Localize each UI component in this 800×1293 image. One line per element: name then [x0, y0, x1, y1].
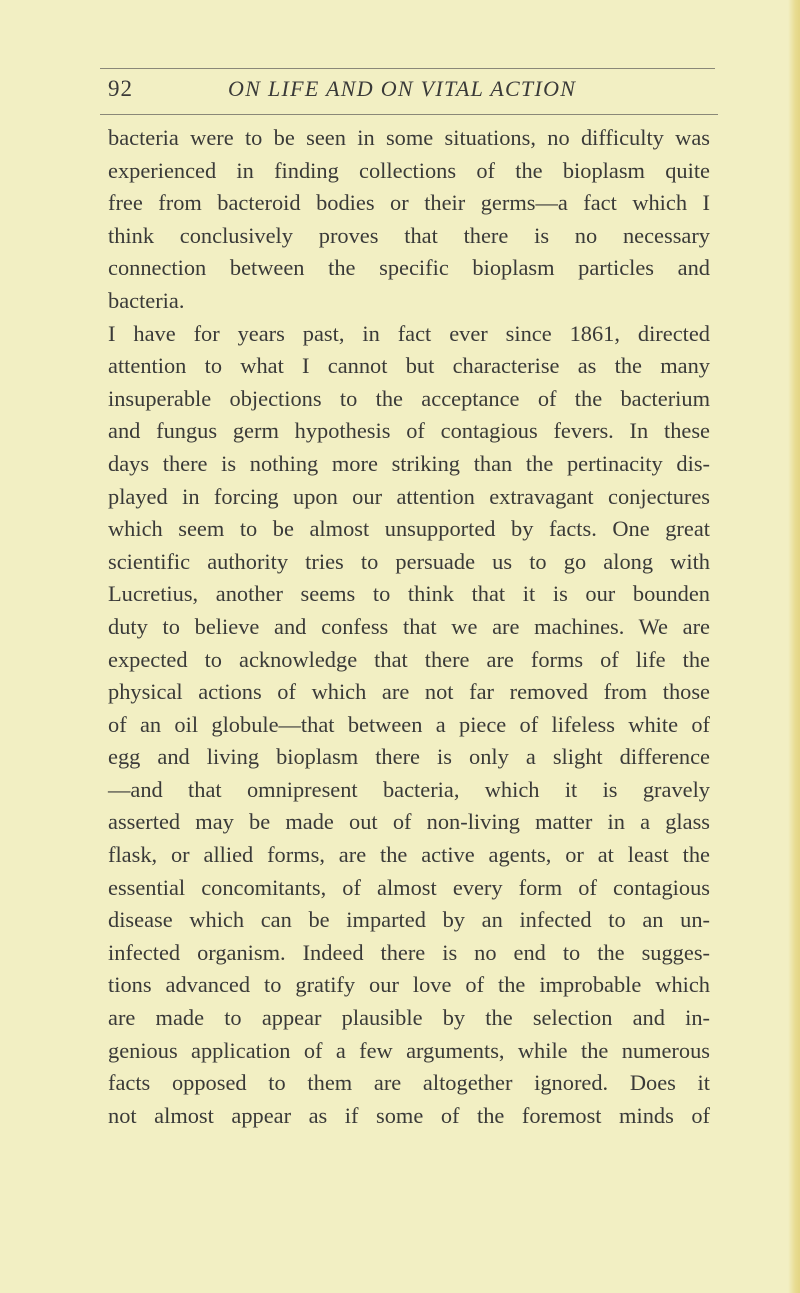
text-line: egg and living bioplasm there is only a slight difference	[108, 744, 710, 770]
text-line: essential concomitants, of almost every form of contagious	[108, 874, 710, 900]
text-line: scientific authority tries to persuade us to go along with	[108, 548, 710, 574]
text-line: flask, or allied forms, are the active agents, or at least the	[108, 842, 710, 868]
text-line: connection between the specific bioplasm particles and	[108, 255, 710, 281]
running-header	[108, 76, 718, 106]
header-rule-top	[100, 68, 715, 69]
page-edge-shadow	[788, 0, 800, 1293]
text-line: attention to what I cannot but characterise as the many	[108, 353, 710, 379]
text-line: asserted may be made out of non-living matter in a glass	[108, 809, 710, 835]
text-line: experienced in finding collections of the bioplasm quite	[108, 157, 710, 183]
text-line: expected to acknowledge that there are forms of life the	[108, 646, 710, 672]
text-line: are made to appear plausible by the selection and in-	[108, 1005, 710, 1031]
body-text	[108, 122, 710, 1132]
text-line: disease which can be imparted by an infected to an un-	[108, 907, 710, 933]
text-line: free from bacteroid bodies or their germs—a fact which I	[108, 190, 710, 216]
text-line: duty to believe and confess that we are machines. We are	[108, 613, 710, 639]
text-line: tions advanced to gratify our love of the improbable which	[108, 972, 710, 998]
text-line: —and that omnipresent bacteria, which it is gravely	[108, 776, 710, 802]
running-title: ON LIFE AND ON VITAL ACTION	[228, 76, 577, 101]
text-line: genious application of a few arguments, while the numerous	[108, 1037, 710, 1063]
text-line: which seem to be almost unsupported by facts. One great	[108, 516, 710, 542]
page-number: 92	[108, 76, 133, 101]
text-line: physical actions of which are not far removed from those	[108, 679, 710, 705]
text-line: facts opposed to them are altogether ignored. Does it	[108, 1070, 710, 1096]
text-line: infected organism. Indeed there is no end to the sugges-	[108, 939, 710, 965]
text-line: insuperable objections to the acceptance of the bacterium	[108, 385, 710, 411]
text-line: bacteria were to be seen in some situations, no difficulty was	[108, 125, 710, 150]
text-line: days there is nothing more striking than the pertinacity dis-	[108, 450, 710, 476]
text-line: not almost appear as if some of the foremost minds of	[108, 1102, 710, 1128]
text-line: and fungus germ hypothesis of contagious fevers. In these	[108, 418, 710, 444]
text-line: bacteria.	[108, 287, 185, 313]
header-rule-bottom	[100, 114, 718, 115]
text-line: played in forcing upon our attention extravagant conjectures	[108, 483, 710, 509]
text-line: of an oil globule—that between a piece of lifeless white of	[108, 711, 710, 737]
text-line: I have for years past, in fact ever since 1861, directed	[108, 320, 710, 346]
text-line: think conclusively proves that there is no necessary	[108, 222, 710, 248]
text-line: Lucretius, another seems to think that it is our bounden	[108, 581, 710, 607]
